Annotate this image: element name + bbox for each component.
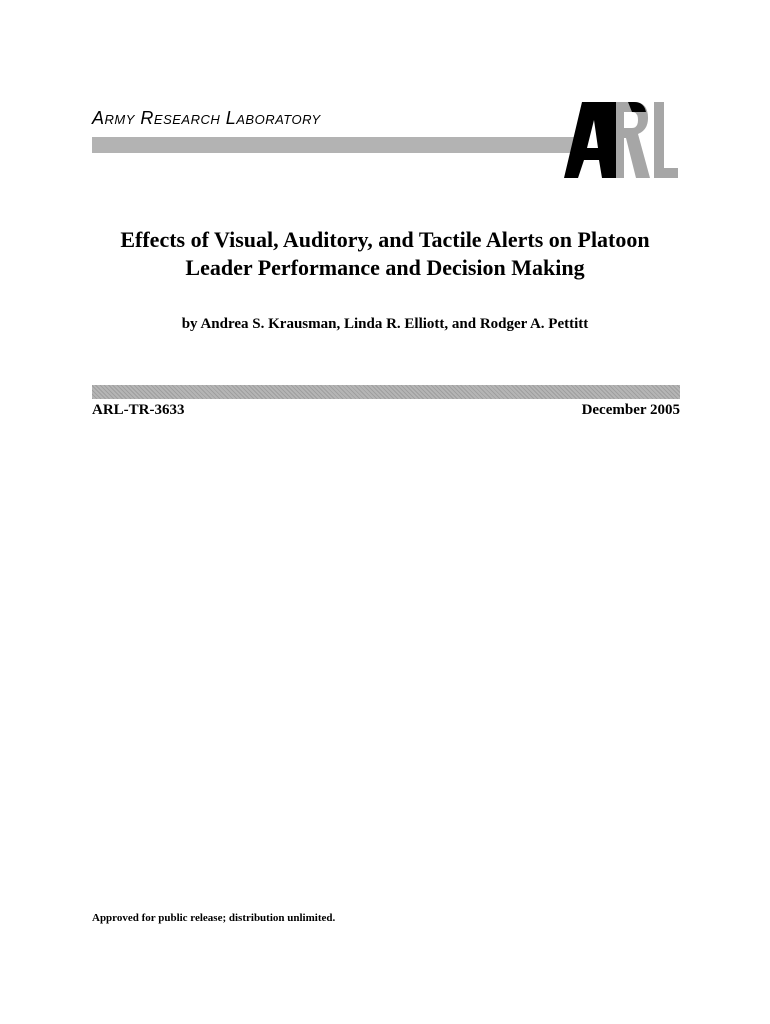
header-bar xyxy=(92,137,582,153)
divider-bar xyxy=(92,385,680,399)
title-line-2: Leader Performance and Decision Making xyxy=(185,255,585,280)
author-line: by Andrea S. Krausman, Linda R. Elliott, and Rodger A. Pettitt xyxy=(181,316,589,332)
report-date: December 2005 xyxy=(581,402,680,418)
organization-name: Army Research Laboratory xyxy=(92,108,321,128)
title-line-1: Effects of Visual, Auditory, and Tactile Alerts on Platoon xyxy=(120,227,650,252)
document-title xyxy=(40,226,730,282)
distribution-statement: Approved for public release; distribution unlimited. xyxy=(92,912,336,924)
report-number: ARL-TR-3633 xyxy=(92,402,185,418)
arl-logo-icon xyxy=(562,96,680,182)
